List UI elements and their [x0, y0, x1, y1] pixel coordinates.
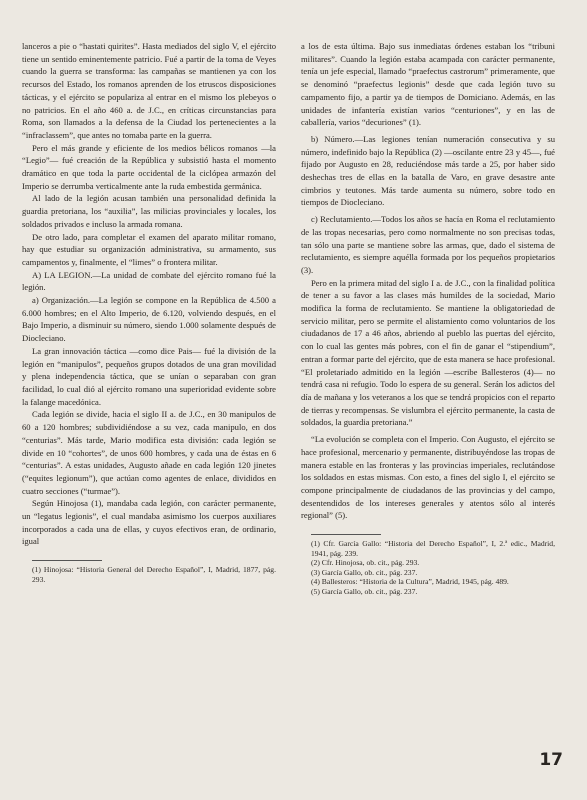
paragraph: lanceros a pie o “hastati quirites”. Hasta mediados del siglo V, el ejército tiene un sentido eminentemente patricio. Fué a partir de la toma de Veyes cuando la guerra se transforma: las campañas se mantienen ya con los recursos del Estado, los romanos aprenden de los etruscos disposiciones tácticas, y el ejército se populariza al entrar en el mismo los plebeyos o no patricios. En el año 460 a. de J.C., en críticas circunstancias para Roma, son llamados a la defensa de la Ciudad los pertenecientes a la “infraclassem”, que antes no tomaba parte en la guerra.	[22, 41, 276, 140]
paragraph: De otro lado, para completar el examen del aparato militar romano, hay que estudiar su organización administrativa, su armamento, sus campamentos y, finalmente, el “limes” o frontera militar.	[22, 231, 276, 267]
footnote: (2) Cfr. Hinojosa, ob. cit., pág. 293.	[311, 558, 420, 568]
paragraph: a) Organización.—La legión se compone en la República de 4.500 a 6.000 hombres; en el Alto Imperio, de 6.120, volviendo después, en el Bajo Imperio, a disminuir su número, siendo 1.000 solamente después de Diocleciano.	[22, 295, 276, 344]
footnote: (4) Ballesteros: “Historia de la Cultura”, Madrid, 1945, pág. 489.	[311, 577, 509, 587]
paragraph: La gran innovación táctica —como dice Pais— fué la división de la legión en “manipulos”, pequeños grupos dotados de una gran movilidad y plena independencia táctica, que se unían o separaban con gran facilidad, lo cual dió al ejército romano una superioridad evidente sobre la falange macedónica.	[22, 345, 276, 407]
right-column	[301, 40, 555, 597]
paragraph: “La evolución se completa con el Imperio. Con Augusto, el ejército se hace profesional, mercenario y permanente, distribuyéndose las tropas de manera estable en las fronteras y las provincias imperiales, reclutándose los soldados en estas mismas. Con esto, a fines del siglo I, el ejército se compone principalmente de ciudadanos de las provincias y del campo, desentendidos de los intereses generales y atentos sólo al interés regional” (5).	[301, 434, 555, 521]
footnote: (5) García Gallo, ob. cit., pág. 237.	[311, 586, 418, 596]
page-number: 17	[539, 750, 563, 770]
footnote-divider	[32, 560, 102, 561]
paragraph-numero: b) Número.—Las legiones tenían numeración consecutiva y su número, indefinido bajo la República (2) —oscilante entre 23 y 45—, fué fijado por Augusto en 28, reduciéndose más tarde a 25, por haber sido deshechas tres de ellas en la batalla de Varo, en grave desastre ante cimbrios y teutones. Más tarde aumenta su número, sobre todo en tiempos de Diocleciano.	[301, 133, 555, 208]
paragraph-reclutamiento: c) Reclutamiento.—Todos los años se hacía en Roma el reclutamiento de las tropas necesarias, pero como normalmente no son precisas todas, tan sólo una parte se mantiene sobre las armas, que, dado el sistema de reclutamiento, es siempre aquélla formada por los pequeños propietarios (3).	[301, 214, 555, 275]
left-column	[22, 40, 276, 584]
paragraph: Pero en la primera mitad del siglo I a. de J.C., con la finalidad política de tener a su favor a las clases más humildes de la sociedad, Mario modifica la forma de reclutamiento. Se mantiene la obligatoriedad de servicio militar, pero se permite el alistamiento como voluntarios de los ciudadanos de 17 a 46 años, abriendo al pueblo las puertas del ejército, con lo cual las gentes más pobres, con el fin de ganar el “stipendium”, entran a formar parte del ejército, que de esta manera se hace profesional. “El proletariado admitido en la legión —escribe Ballesteros (4)— no tendrá casa ni refugio. Todo lo espera de su general. Serán los adictos del día de mañana y los veteranos a los que se tendrá propicios con el reparto de tierras y recompensas. Se vislumbra el ejército permanente, la casta de soldados, la guardia pretoriana.”	[301, 277, 555, 428]
footnote: (1) Hinojosa: “Historia General del Derecho Español”, I, Madrid, 1877, pág. 293.	[32, 565, 276, 584]
footnote: (1) Cfr. García Gallo: “Historia del Derecho Español”, I, 2.ª edic., Madrid, 1941, pág. 239.	[311, 539, 555, 558]
paragraph: a los de esta última. Bajo sus inmediatas órdenes estaban los “tribuni militares”. Cuando la legión estaba acampada con carácter permanente, tenía un jefe especial, llamado “praefectus castrorum” primeramente, que se denominó “praefectus legionis” desde que cada legión tuvo su campamento fijo, a partir ya de tiempos de Domiciano. Además, en las unidades de infantería existían varios “centuriones”, y en las de caballería, varios “decuriones” (1).	[301, 41, 555, 128]
paragraph: Pero el más grande y eficiente de los medios bélicos romanos —la “Legio”— fué creación de la República y subsistió hasta el momento dramático en que toda la parte occidental de la ciclópea armazón del Imperio se derrumba verticalmente ante la ruda embestida germánica.	[22, 142, 276, 191]
footnote: (3) García Gallo, ob. cit., pág. 237.	[311, 567, 418, 577]
paragraph: Al lado de la legión acusan también una personalidad definida la guardia pretoriana, los “auxilia”, las milicias provinciales y locales, los soldados privados e incluso la armada romana.	[22, 193, 276, 229]
paragraph: Según Hinojosa (1), mandaba cada legión, con carácter permanente, un “legatus legionis”, el cual mandaba asimismo los cuerpos auxiliares incorporados a cada una de ellas, y cuyos efectivos eran, de ordinario, igual	[22, 498, 276, 547]
section-heading-legion: A) LA LEGION.—La unidad de combate del ejército romano fué la legión.	[22, 269, 276, 293]
footnote-divider	[311, 534, 381, 535]
paragraph: Cada legión se divide, hacia el siglo II a. de J.C., en 30 manipulos de 60 a 120 hombres; subdividiéndose a su vez, cada manipulo, en dos “centurias”. Más tarde, Mario modifica esta división: cada legión se divide en 10 “cohortes”, de unos 600 hombres, y cada una de éstas en 6 “centurias”. A estas unidades, Augusto añade en cada legión 120 jinetes (“equites legionum”), que actúan como agentes de enlace, divididos en cuatro secciones (“turmae”).	[22, 409, 276, 496]
